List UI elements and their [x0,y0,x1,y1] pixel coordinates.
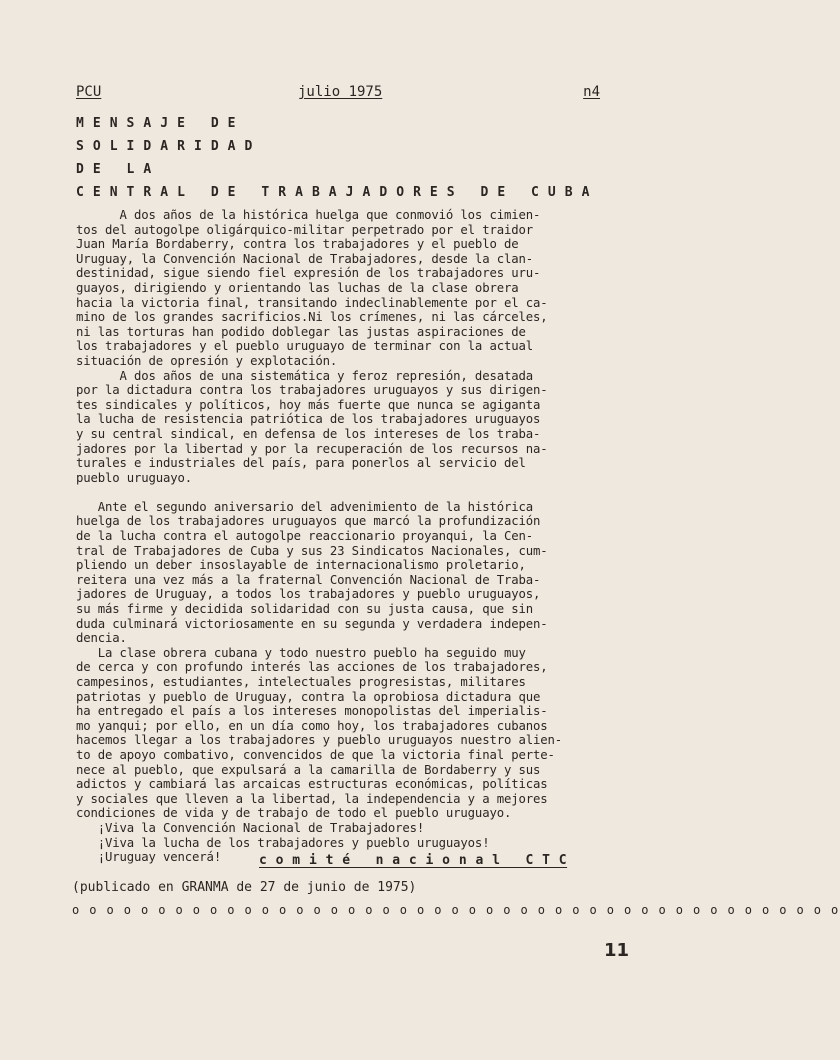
body-line: jadores por la libertad y por la recuperación de los recursos na- [76,441,548,456]
message-title [76,112,616,204]
body-line: condiciones de vida y de trabajo de todo el pueblo uruguayo. [76,806,512,821]
header-issue: n4 [583,84,600,100]
body-line: tes sindicales y políticos, hoy más fuerte que nunca se agiganta [76,397,541,412]
body-line: mo yanqui; por ello, en un día como hoy, los trabajadores cubanos [76,718,548,733]
body-line: A dos años de una sistemática y feroz represión, desatada [76,368,533,383]
body-line: por la dictadura contra los trabajadores uruguayos y sus dirigen- [76,383,548,398]
body-line: tral de Trabajadores de Cuba y sus 23 Sindicatos Nacionales, cum- [76,543,548,558]
body-line: ¡Viva la Convención Nacional de Trabajadores! [76,820,425,835]
header-date: julio 1975 [298,84,383,100]
body-line: to de apoyo combativo, convencidos de que la victoria final perte- [76,747,555,762]
body-line: pueblo uruguayo. [76,470,193,485]
body-line: duda culminará victoriosamente en su segunda y verdadera indepen- [76,616,548,631]
body-line: mino de los grandes sacrificios.Ni los crímenes, ni las cárceles, [76,310,548,325]
body-line: huelga de los trabajadores uruguayos que marcó la profundización [76,514,541,529]
body-line: nece al pueblo, que expulsará a la camarilla de Bordaberry y sus [76,762,541,777]
body-line: patriotas y pueblo de Uruguay, contra la oprobiosa dictadura que [76,689,541,704]
body-line: Uruguay, la Convención Nacional de Trabajadores, desde la clan- [76,251,533,266]
body-line: A dos años de la histórica huelga que conmovió los cimien- [76,208,541,222]
body-line: dencia. [76,631,127,646]
signature: c o m i t é n a c i o n a l C T C [259,853,568,868]
body-line: Juan María Bordaberry, contra los trabajadores y el pueblo de [76,237,519,252]
body-line: Ante el segundo aniversario del advenimiento de la histórica [76,499,533,514]
body-line: hacia la victoria final, transitando indeclinablemente por el ca- [76,295,548,310]
body-line: turales e industriales del país, para ponerlos al servicio del [76,456,526,471]
body-line: la lucha de resistencia patriótica de los trabajadores uruguayos [76,412,541,427]
body-line: jadores de Uruguay, a todos los trabajadores y pueblo uruguayos, [76,587,541,602]
source-note: (publicado en GRANMA de 27 de junio de 1975) [72,880,417,895]
body-line: ha entregado el país a los intereses monopolistas del imperialis- [76,704,548,719]
message-body [76,208,648,865]
body-line: situación de opresión y explotación. [76,353,338,368]
page-number: 11 [604,940,630,961]
body-line: pliendo un deber insoslayable de internacionalismo proletario, [76,558,526,573]
title-line: D E L A [76,162,152,177]
body-line: adictos y cambiará las arcaicas estructuras económicas, políticas [76,777,548,792]
body-line: de cerca y con profundo interés las acciones de los trabajadores, [76,660,548,675]
body-line: y su central sindical, en defensa de los intereses de los traba- [76,426,541,441]
body-line: los trabajadores y el pueblo uruguayo de terminar con la actual [76,339,533,354]
title-line: S O L I D A R I D A D [76,139,253,154]
body-line: su más firme y decidida solidaridad con su justa causa, que sin [76,602,533,617]
body-line: campesinos, estudiantes, intelectuales progresistas, militares [76,675,526,689]
body-line: y sociales que lleven a la libertad, la independencia y a mejores [76,791,548,806]
body-line: ¡Viva la lucha de los trabajadores y pueblo uruguayos! [76,835,490,850]
body-line: de la lucha contra el autogolpe reaccionario proyanqui, la Cen- [76,529,533,544]
body-line [76,485,648,500]
body-line: ¡Uruguay vencerá! [76,850,222,865]
body-line: destinidad, sigue siendo fiel expresión de los trabajadores uru- [76,266,541,281]
body-line: reitera una vez más a la fraternal Convención Nacional de Traba- [76,572,541,587]
body-line: hacemos llegar a los trabajadores y pueblo uruguayos nuestro alien- [76,733,562,748]
body-line: guayos, dirigiendo y orientando las luchas de la clase obrera [76,280,519,295]
body-line: tos del autogolpe oligárquico-militar perpetrado por el traidor [76,222,533,237]
dotted-separator: o o o o o o o o o o o o o o o o o o o o o o o o o o o o o o o o o o o o o o o o o o o o o [72,903,840,917]
header-party: PCU [76,84,102,100]
title-line: C E N T R A L D E T R A B A J A D O R E S D E C U B A [76,185,591,200]
body-line: ni las torturas han podido doblegar las justas aspiraciones de [76,324,526,339]
body-line: La clase obrera cubana y todo nuestro pueblo ha seguido muy [76,645,526,660]
title-line: M E N S A J E D E [76,116,237,131]
